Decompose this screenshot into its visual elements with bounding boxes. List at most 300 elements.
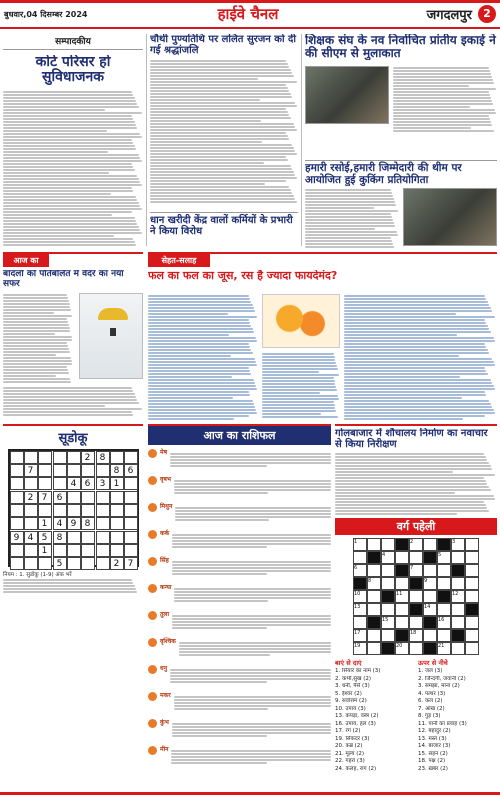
sudoku-cell[interactable]: 1 <box>38 544 52 557</box>
text-line <box>148 403 254 405</box>
text-line <box>335 480 486 482</box>
crossword-clue: 23. ख़बर (2) <box>418 765 448 772</box>
text-line <box>175 513 331 515</box>
text-line <box>305 192 392 194</box>
sudoku-cell[interactable] <box>110 451 124 464</box>
text-line <box>344 355 459 357</box>
text-line <box>3 115 132 117</box>
sudoku-cell[interactable]: 5 <box>53 557 67 570</box>
rashifal-text <box>175 506 331 522</box>
text-line <box>262 371 319 373</box>
text-line <box>174 483 331 485</box>
text-line <box>3 118 133 120</box>
sudoku-cell[interactable] <box>81 531 95 544</box>
text-line <box>262 410 336 412</box>
text-line <box>344 316 495 318</box>
sudoku-cell[interactable]: 4 <box>24 531 38 544</box>
crossword-block <box>409 603 423 616</box>
crossword-cell[interactable] <box>381 564 395 577</box>
crossword-cell[interactable]: 9 <box>423 577 437 590</box>
text-line <box>3 369 68 371</box>
text-line <box>148 412 257 414</box>
rashifal-row <box>148 718 331 744</box>
crossword-cell[interactable]: 3 <box>451 538 465 551</box>
crossword-cell[interactable] <box>423 538 437 551</box>
sudoku-cell[interactable] <box>53 504 67 517</box>
sudoku-cell[interactable] <box>67 504 81 517</box>
rashifal-sign-name: कुंभ <box>160 719 169 726</box>
text-line <box>172 534 331 536</box>
text-line <box>3 375 56 377</box>
crossword-block <box>367 551 381 564</box>
sudoku-cell[interactable] <box>24 504 38 517</box>
text-line <box>344 307 491 309</box>
text-line <box>3 97 135 99</box>
crossword-cell[interactable] <box>367 590 381 603</box>
text-line <box>148 391 249 393</box>
crossword-block <box>423 642 437 655</box>
sudoku-cell[interactable] <box>53 464 67 477</box>
crossword-cell[interactable] <box>437 577 451 590</box>
text-line <box>344 403 491 405</box>
sudoku-cell[interactable]: 8 <box>53 531 67 544</box>
crossword-cell[interactable]: 7 <box>409 564 423 577</box>
rashifal-text <box>179 641 331 657</box>
text-line <box>335 453 484 455</box>
sudoku-cell[interactable] <box>67 531 81 544</box>
crossword-cell[interactable] <box>395 577 409 590</box>
paraglider-rider <box>110 328 116 336</box>
crossword-cell[interactable] <box>395 603 409 616</box>
rashifal-row <box>148 448 331 474</box>
crossword-cell[interactable]: 15 <box>381 616 395 629</box>
sudoku-cell[interactable] <box>24 477 38 490</box>
text-line <box>344 415 485 417</box>
text-line <box>3 390 133 392</box>
text-line <box>344 328 489 330</box>
crossword-cell[interactable]: 8 <box>367 577 381 590</box>
text-line <box>3 157 140 159</box>
sudoku-cell[interactable] <box>67 451 81 464</box>
crossword-cell[interactable] <box>409 551 423 564</box>
text-line <box>150 117 291 119</box>
sudoku-cell[interactable] <box>53 451 67 464</box>
crossword-clue: 1. सियार का नाम (3) <box>335 668 381 674</box>
sudoku-cell[interactable]: 3 <box>96 477 110 490</box>
sudoku-cell[interactable]: 1 <box>38 517 52 530</box>
text-line <box>305 216 392 218</box>
zodiac-icon <box>148 557 157 566</box>
text-line <box>150 129 297 131</box>
text-line <box>174 492 268 494</box>
text-line <box>179 654 270 656</box>
crossword-cell[interactable] <box>367 603 381 616</box>
text-line <box>150 162 264 164</box>
rashifal-sign-name: वृषभ <box>160 476 172 483</box>
sudoku-cell[interactable] <box>10 491 24 504</box>
text-line <box>170 459 331 461</box>
text-line <box>150 186 289 188</box>
sudoku-cell[interactable] <box>124 531 138 544</box>
sudoku-cell[interactable] <box>81 464 95 477</box>
crossword-cell[interactable]: 4 <box>381 551 395 564</box>
crossword-cell[interactable]: 20 <box>395 642 409 655</box>
text-line <box>3 130 107 132</box>
text-line <box>174 594 331 596</box>
crossword-cell[interactable] <box>395 551 409 564</box>
text-line <box>3 154 139 156</box>
text-line <box>3 318 67 320</box>
text-line <box>174 489 331 491</box>
sudoku-cell[interactable] <box>67 557 81 570</box>
sudoku-cell[interactable] <box>124 491 138 504</box>
text-line <box>3 330 70 332</box>
crossword-cell[interactable] <box>381 577 395 590</box>
sudoku-cell[interactable]: 2 <box>110 557 124 570</box>
sudoku-cell[interactable] <box>96 544 110 557</box>
crossword-cell[interactable] <box>451 577 465 590</box>
crossword-cell[interactable] <box>451 616 465 629</box>
text-line <box>3 321 68 323</box>
text-line <box>3 142 133 144</box>
sudoku-cell[interactable] <box>110 491 124 504</box>
story-dharna <box>150 212 298 248</box>
health-label: सेहत-सलाह <box>148 254 210 267</box>
crossword-cell[interactable] <box>409 616 423 629</box>
text-line <box>3 387 132 389</box>
text-line <box>3 357 71 359</box>
crossword-cell[interactable] <box>451 551 465 564</box>
sudoku-cell[interactable] <box>24 557 38 570</box>
sudoku-cell[interactable] <box>124 544 138 557</box>
sudoku-cell[interactable]: 4 <box>53 517 67 530</box>
text-line <box>150 72 292 74</box>
crossword-clue: 8. गुड़ (3) <box>418 713 441 719</box>
text-line <box>174 699 331 701</box>
crossword-cell[interactable] <box>381 629 395 642</box>
sudoku-cell[interactable]: 9 <box>10 531 24 544</box>
crossword-cell[interactable]: 19 <box>353 642 367 655</box>
crossword-cell[interactable] <box>465 577 479 590</box>
sudoku-cell[interactable]: 8 <box>110 464 124 477</box>
sudoku-cell[interactable] <box>96 557 110 570</box>
text-line <box>150 153 297 155</box>
text-line <box>148 388 257 390</box>
crossword-cell[interactable] <box>367 629 381 642</box>
sudoku-cell[interactable]: 2 <box>24 491 38 504</box>
crossword-cell[interactable]: 12 <box>451 590 465 603</box>
rashifal-text <box>174 695 331 711</box>
sudoku-cell[interactable] <box>81 557 95 570</box>
text-line <box>172 564 331 566</box>
crossword-cell[interactable]: 5 <box>437 551 451 564</box>
crossword-block <box>423 551 437 564</box>
text-line <box>148 307 254 309</box>
sudoku-cell[interactable] <box>10 517 24 530</box>
text-line <box>150 69 291 71</box>
text-line <box>148 313 228 315</box>
sudoku-cell[interactable] <box>124 477 138 490</box>
sudoku-cell[interactable] <box>10 451 24 464</box>
sudoku-cell[interactable]: 6 <box>53 491 67 504</box>
sudoku-cell[interactable]: 6 <box>124 464 138 477</box>
text-line <box>3 109 105 111</box>
sudoku-cell[interactable] <box>10 464 24 477</box>
crossword-cell[interactable]: 16 <box>437 616 451 629</box>
paraglider-icon <box>98 308 128 320</box>
text-line <box>335 486 489 488</box>
crossword-cell[interactable] <box>437 564 451 577</box>
sudoku-cell[interactable]: 4 <box>67 477 81 490</box>
sudoku-cell[interactable]: 7 <box>124 557 138 570</box>
sudoku-cell[interactable] <box>124 451 138 464</box>
crossword-cell[interactable]: 13 <box>353 603 367 616</box>
sudoku-cell[interactable] <box>38 451 52 464</box>
text-line <box>175 510 331 512</box>
teachers-photo <box>305 66 389 124</box>
text-line <box>148 382 255 384</box>
text-line <box>170 675 331 677</box>
text-line <box>150 189 291 191</box>
crossword-cell[interactable] <box>353 616 367 629</box>
sudoku-cell[interactable] <box>67 544 81 557</box>
text-line <box>344 337 494 339</box>
text-line <box>150 102 295 104</box>
text-line <box>262 365 337 367</box>
health-photo <box>262 294 340 348</box>
crossword-cell[interactable]: 6 <box>353 564 367 577</box>
text-line <box>305 201 395 203</box>
crossword-cell[interactable]: 14 <box>423 603 437 616</box>
crossword-cell[interactable]: 2 <box>409 538 423 551</box>
sudoku-cell[interactable]: 1 <box>110 477 124 490</box>
crossword-cell[interactable] <box>367 642 381 655</box>
text-line <box>3 136 142 138</box>
sudoku-cell[interactable]: 6 <box>81 477 95 490</box>
sudoku-cell[interactable] <box>38 477 52 490</box>
text-line <box>150 192 292 194</box>
text-line <box>172 624 331 626</box>
sudoku-cell[interactable] <box>110 517 124 530</box>
text-line <box>344 394 486 396</box>
crossword-cell[interactable] <box>423 564 437 577</box>
text-line <box>3 151 108 153</box>
crossword-cell[interactable] <box>381 538 395 551</box>
sudoku-cell[interactable] <box>24 517 38 530</box>
text-line <box>150 198 295 200</box>
sudoku-cell[interactable] <box>24 544 38 557</box>
sudoku-cell[interactable] <box>10 544 24 557</box>
text-line <box>172 543 331 545</box>
sudoku-cell[interactable] <box>110 504 124 517</box>
crossword-clue: 17. रंग (2) <box>335 728 361 734</box>
rashifal-text <box>170 668 331 684</box>
crossword-cell[interactable]: 17 <box>353 629 367 642</box>
text-line <box>305 246 394 248</box>
text-line <box>3 112 142 114</box>
text-line <box>3 372 69 374</box>
text-line <box>3 202 139 204</box>
text-line <box>148 322 250 324</box>
text-line <box>3 363 72 365</box>
sudoku-cell[interactable] <box>53 544 67 557</box>
sudoku-cell[interactable] <box>53 477 67 490</box>
text-line <box>150 150 295 152</box>
crossword-cell[interactable] <box>367 538 381 551</box>
text-line <box>3 336 72 338</box>
zodiac-icon <box>148 746 157 755</box>
crossword-cell[interactable] <box>465 616 479 629</box>
text-line <box>148 340 257 342</box>
crossword-cell[interactable] <box>465 590 479 603</box>
sudoku-cell[interactable]: 5 <box>38 531 52 544</box>
crossword-clue: 13. मस्त (3) <box>418 735 447 742</box>
text-line <box>3 588 136 590</box>
text-line <box>335 495 494 497</box>
crossword-cell[interactable] <box>437 629 451 642</box>
text-line <box>170 678 331 680</box>
masthead-city: जगदलपुर <box>426 8 472 23</box>
text-line <box>305 195 393 197</box>
text-line <box>262 374 339 376</box>
text-line <box>150 75 294 77</box>
text-line <box>393 73 491 75</box>
text-line <box>148 409 256 411</box>
sudoku-cell[interactable] <box>96 491 110 504</box>
sudoku-cell[interactable] <box>38 557 52 570</box>
crossword-cell[interactable]: 11 <box>395 590 409 603</box>
text-line <box>3 175 137 177</box>
sudoku-cell[interactable] <box>124 517 138 530</box>
text-line <box>3 193 111 195</box>
sudoku-cell[interactable] <box>67 491 81 504</box>
sudoku-cell[interactable] <box>110 531 124 544</box>
crossword-cell[interactable]: 1 <box>353 538 367 551</box>
text-line <box>174 705 331 707</box>
text-line <box>175 516 331 518</box>
crossword-cell[interactable] <box>451 642 465 655</box>
text-line <box>3 345 68 347</box>
crossword-clue: 4. पत्थर (3) <box>418 690 446 697</box>
text-line <box>179 645 331 647</box>
sudoku-cell[interactable] <box>96 504 110 517</box>
crossword-clue: 5. ईश्वर (2) <box>335 690 362 697</box>
sudoku-cell[interactable]: 7 <box>38 491 52 504</box>
text-line <box>305 207 374 209</box>
crossword-cell[interactable]: 10 <box>353 590 367 603</box>
text-line <box>150 165 291 167</box>
text-line <box>172 561 331 563</box>
crossword-across-heading: बाएं से दाएं <box>335 659 362 667</box>
crossword-cell[interactable] <box>353 551 367 564</box>
sudoku-cell[interactable]: 9 <box>67 517 81 530</box>
sudoku-cell[interactable] <box>24 451 38 464</box>
text-line <box>172 627 267 629</box>
text-line <box>172 546 267 548</box>
toilet-headline: गोलबाजार में शौचालय निर्माण का नवाचार से किया निरीक्षण <box>335 428 488 450</box>
zodiac-icon <box>148 476 157 485</box>
sudoku-cell[interactable] <box>67 464 81 477</box>
crossword-cell[interactable]: 21 <box>437 642 451 655</box>
sudoku-cell[interactable] <box>10 477 24 490</box>
sudoku-cell[interactable] <box>81 504 95 517</box>
sudoku-title: सूडोकू <box>58 431 88 446</box>
crossword-cell[interactable] <box>451 603 465 616</box>
sudoku-cell[interactable] <box>96 517 110 530</box>
crossword-cell[interactable] <box>367 564 381 577</box>
sudoku-cell[interactable] <box>81 544 95 557</box>
crossword-cell[interactable] <box>465 551 479 564</box>
sudoku-cell[interactable]: 8 <box>81 517 95 530</box>
sudoku-cell[interactable] <box>96 531 110 544</box>
sudoku-cell[interactable]: 7 <box>24 464 38 477</box>
text-line <box>150 171 294 173</box>
text-line <box>3 199 137 201</box>
crossword-cell[interactable] <box>409 642 423 655</box>
crossword-cell[interactable] <box>465 564 479 577</box>
text-line <box>3 220 136 222</box>
text-line <box>393 118 490 120</box>
text-line <box>305 213 391 215</box>
crossword-cell[interactable] <box>409 590 423 603</box>
crossword-cell[interactable] <box>465 629 479 642</box>
text-line <box>3 393 135 395</box>
sudoku-cell[interactable] <box>38 464 52 477</box>
crossword-cell[interactable] <box>437 603 451 616</box>
crossword-clue: 15. सहन (2) <box>418 750 448 757</box>
text-line <box>150 66 289 68</box>
crossword-cell[interactable] <box>465 538 479 551</box>
text-line <box>262 362 336 364</box>
crossword-cell[interactable] <box>423 629 437 642</box>
text-line <box>393 124 492 126</box>
sudoku-cell[interactable] <box>96 464 110 477</box>
sudoku-cell[interactable] <box>38 504 52 517</box>
crossword-block <box>381 642 395 655</box>
crossword-cell[interactable]: 18 <box>409 629 423 642</box>
text-line <box>3 348 69 350</box>
text-line <box>3 381 71 383</box>
text-line <box>393 79 493 81</box>
rashifal-text <box>172 533 331 549</box>
sudoku-cell[interactable]: 8 <box>96 451 110 464</box>
text-line <box>3 103 137 105</box>
text-line <box>150 60 286 62</box>
text-line <box>3 241 135 243</box>
text-line <box>3 579 132 581</box>
text-line <box>344 385 494 387</box>
sudoku-cell[interactable] <box>10 504 24 517</box>
text-line <box>3 145 135 147</box>
sudoku-cell[interactable] <box>81 491 95 504</box>
text-line <box>3 297 68 299</box>
zodiac-icon <box>148 449 157 458</box>
crossword-cell[interactable] <box>395 616 409 629</box>
text-line <box>3 94 133 96</box>
masthead <box>0 0 500 30</box>
text-line <box>148 310 255 312</box>
health-col-1 <box>148 294 258 420</box>
crossword-cell[interactable] <box>465 642 479 655</box>
sudoku-cell[interactable] <box>124 504 138 517</box>
sudoku-cell[interactable]: 2 <box>81 451 95 464</box>
sudoku-cell[interactable] <box>10 557 24 570</box>
text-line <box>150 147 294 149</box>
sudoku-cell[interactable] <box>110 544 124 557</box>
crossword-cell[interactable] <box>381 603 395 616</box>
text-line <box>3 190 133 192</box>
crossword-cell[interactable] <box>423 590 437 603</box>
